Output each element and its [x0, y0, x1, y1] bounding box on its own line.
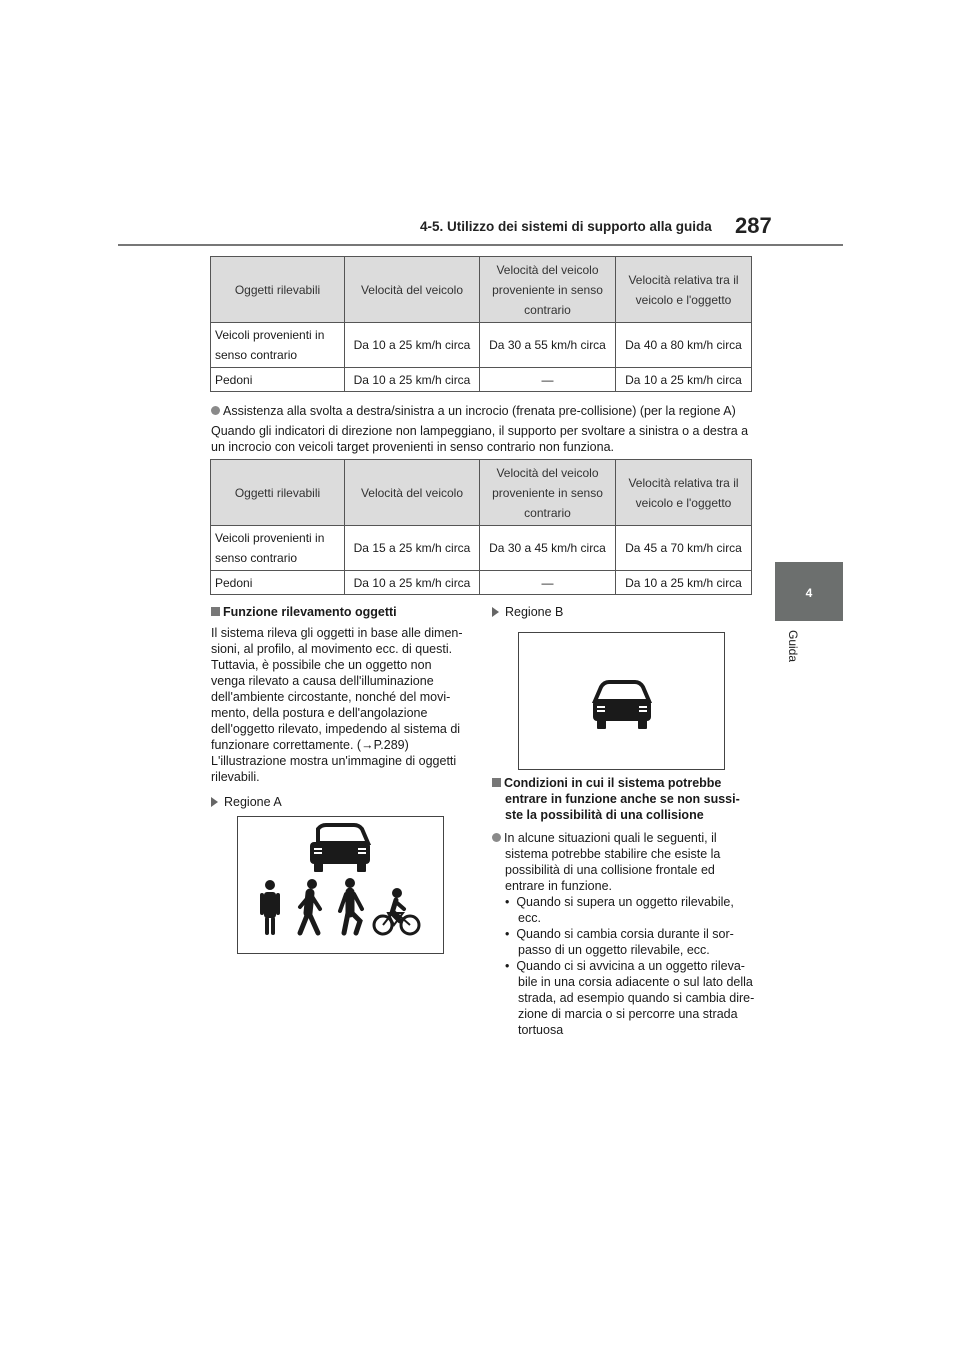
bullet-dot-icon — [492, 833, 501, 842]
left-column — [211, 604, 473, 810]
table-header-cell: Velocità relativa tra il veicolo e l'oggetto — [616, 460, 752, 526]
table-cell: Da 30 a 45 km/h circa — [480, 526, 616, 571]
illustration-region-a — [237, 816, 444, 954]
table-cell: Da 30 a 55 km/h circa — [480, 323, 616, 368]
page-number: 287 — [735, 213, 772, 238]
table-header-cell: Oggetti rilevabili — [211, 257, 345, 323]
table-row — [211, 571, 752, 595]
conditions-section — [492, 775, 757, 1038]
square-bullet-icon — [492, 778, 501, 787]
illustration-region-b — [518, 632, 725, 770]
table-cell: Veicoli provenienti in senso contrario — [211, 526, 345, 571]
table-cell: Da 10 a 25 km/h circa — [616, 571, 752, 595]
table-cell: Da 10 a 25 km/h circa — [616, 368, 752, 392]
car-icon — [310, 825, 370, 872]
table-header-cell: Velocità del veicolo — [345, 460, 480, 526]
table-row — [211, 526, 752, 571]
bullet-text: Assistenza alla svolta a destra/sinistra a un incrocio (frenata pre-collisione) (per la regione A) — [223, 404, 736, 418]
table-cell: Da 40 a 80 km/h circa — [616, 323, 752, 368]
chapter-label-text: Guida — [786, 630, 800, 663]
table-row — [211, 323, 752, 368]
table-cell: — — [480, 571, 616, 595]
table-cell: Da 10 a 25 km/h circa — [345, 571, 480, 595]
body-text: Il sistema rileva gli oggetti in base alle dimen- sioni, al profilo, al movimento ecc. di questi. Tuttavia, è possibile che un oggetto non venga rilevato a causa dell'illuminazione dell'ambiente circostante, nonché del movi- mento, della postura e dell'angolazione dell'oggetto rilevato, impedendo al sistema di funzionare correttamente. (→P.289) L'illustrazione mostra un'immagine di oggetti rilevabili. — [211, 626, 463, 784]
table-header-cell: Velocità del veicolo — [345, 257, 480, 323]
side-divider — [775, 244, 843, 246]
chapter-label — [786, 630, 800, 690]
arrow-right-icon — [492, 607, 499, 617]
paragraph: Quando gli indicatori di direzione non lampeggiano, il supporto per svoltare a sinistra o a destra a un incrocio con veicoli target provenienti in senso contrario non funziona. — [211, 424, 749, 454]
table-header-cell: Velocità del veicolo proveniente in senso contrario — [480, 460, 616, 526]
bullet-item — [211, 403, 736, 419]
table-cell: Da 15 a 25 km/h circa — [345, 526, 480, 571]
list-item: • Quando si supera un oggetto rilevabile, ecc. — [505, 895, 734, 925]
section-heading: Funzione rilevamento oggetti — [211, 604, 473, 620]
region-a-label: Regione A — [211, 794, 473, 810]
pedestrian-stepping-icon — [340, 878, 362, 933]
table-cell: Da 45 a 70 km/h circa — [616, 526, 752, 571]
speed-table-2 — [210, 459, 752, 595]
table-row — [211, 368, 752, 392]
table-cell: Veicoli provenienti in senso contrario — [211, 323, 345, 368]
table-cell: — — [480, 368, 616, 392]
table-header-cell: Velocità relativa tra il veicolo e l'oggetto — [616, 257, 752, 323]
chapter-number: 4 — [805, 586, 813, 600]
bullet-dot-icon — [211, 406, 220, 415]
header-divider — [118, 244, 843, 246]
region-b-label: Regione B — [492, 604, 757, 620]
square-bullet-icon — [211, 607, 220, 616]
speed-table-1 — [210, 256, 752, 392]
table-header-cell: Oggetti rilevabili — [211, 460, 345, 526]
pedestrian-walking-icon — [300, 879, 320, 933]
bullet-item: In alcune situazioni quali le seguenti, il sistema potrebbe stabilire che esiste la possibilità di una collisione frontale ed entrare in funzione. — [492, 830, 757, 894]
sub-list — [492, 894, 757, 1038]
section-title: 4-5. Utilizzo dei sistemi di supporto alla guida — [420, 219, 712, 234]
car-icon — [593, 682, 651, 729]
table-cell: Da 10 a 25 km/h circa — [345, 368, 480, 392]
table-cell: Pedoni — [211, 368, 345, 392]
section-heading: Condizioni in cui il sistema potrebbe entrare in funzione anche se non sussi- ste la possibilità di una collisione — [492, 775, 757, 823]
list-item: • Quando ci si avvicina a un oggetto rileva- bile in una corsia adiacente o sul lato della strada, ad esempio quando si cambia dire- zione di marcia o si percorre una strada tortuosa — [505, 959, 755, 1037]
right-column — [492, 604, 757, 620]
table-cell: Pedoni — [211, 571, 345, 595]
list-item: • Quando si cambia corsia durante il sor- passo di un oggetto rilevabile, ecc. — [505, 927, 734, 957]
pedestrian-standing-icon — [260, 880, 280, 935]
bicycle-icon — [374, 888, 419, 934]
table-cell: Da 10 a 25 km/h circa — [345, 323, 480, 368]
table-header-cell: Velocità del veicolo proveniente in senso contrario — [480, 257, 616, 323]
arrow-right-icon — [211, 797, 218, 807]
